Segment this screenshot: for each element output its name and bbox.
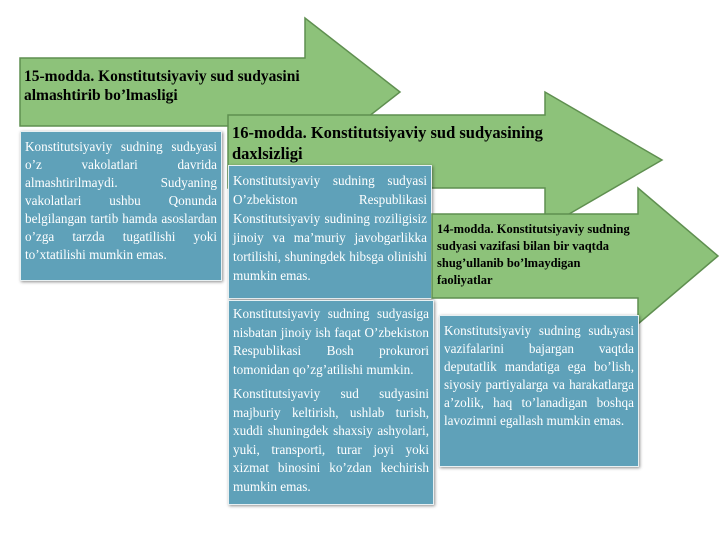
article-15-title: 15-modda. Konstitutsiyaviy sud sudyasini almashtirib bo’lmasligi	[24, 68, 300, 104]
article-16-text-box-2	[228, 300, 434, 505]
article-15-body: Konstitutsiyaviy sudning sudьyasi o’z vakolatlari davrida almashtirilmaydi. Sudyaning vakolatlari ushbu Qonunda belgilangan tartib hamda asoslardan o’zga tarzda tugatilishi yoki to’xtatilishi mumkin emas.	[25, 139, 217, 262]
article-14-title: 14-modda. Konstitutsiyaviy sudning sudyasi vazifasi bilan bir vaqtda shug’ullanib bo’lmaydigan faoliyatlar	[437, 222, 630, 287]
article-14-text-box	[439, 315, 639, 467]
article-16-immunity-text: Konstitutsiyaviy sudning sudyasi O’zbekiston Respublikasi Konstitutsiyaviy sudining roziligisiz jinoiy va ma’muriy javobgarlikka tortilishi, shuningdek hibsga olinishi mumkin emas.	[233, 173, 427, 283]
article-16-prosecution-text: Konstitutsiyaviy sudning sudyasiga nisbatan jinoiy ish faqat O’zbekiston Respublikasi Bosh prokurori tomonidan qo’zg’atilishi mumkin.	[233, 306, 429, 377]
article-14-body: Konstitutsiyaviy sudning sudьyasi vazifalarini bajargan vaqtda deputatlik mandatiga ega bo’lish, siyosiy partiyalarga va harakatlarga a’zolik, haq to’lanadigan boshqa lavozimni egallash mumkin emas.	[444, 323, 634, 428]
article-16-title: 16-modda. Konstitutsiyaviy sud sudyasining daxlsizligi	[232, 123, 543, 163]
article-16-search-text: Konstitutsiyaviy sud sudyasini majburiy keltirish, ushlab turish, xuddi shuningdek shaxsiy ashyolari, yuki, transporti, turar joyi yoki xizmat binosini ko’zdan kechirish mumkin emas.	[233, 386, 429, 494]
